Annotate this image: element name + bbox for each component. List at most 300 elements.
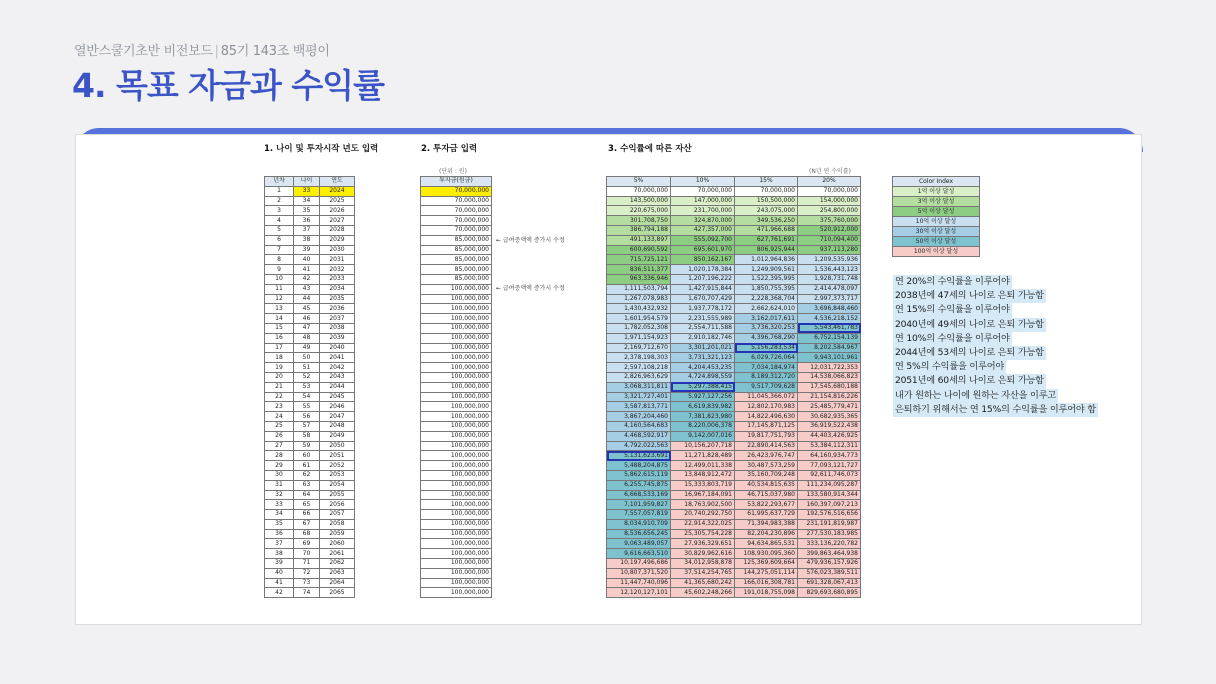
- asset-cell: 108,930,095,360: [735, 549, 798, 559]
- table-cell: 39: [265, 559, 294, 569]
- asset-cell: 2,414,478,097: [798, 284, 861, 294]
- table-row: [607, 314, 861, 324]
- asset-cell: 8,202,584,967: [798, 343, 861, 353]
- asset-cell: 715,725,121: [607, 255, 671, 265]
- asset-cell: 37,514,254,765: [671, 568, 735, 578]
- table-cell: 15: [265, 323, 294, 333]
- table-cell: 54: [294, 392, 320, 402]
- rate-header: 10%: [671, 177, 735, 187]
- table-cell: 58: [294, 431, 320, 441]
- table-cell: 2037: [320, 314, 355, 324]
- table-row: [607, 382, 861, 392]
- rate-header: 15%: [735, 177, 798, 187]
- asset-cell: 125,369,609,664: [735, 559, 798, 569]
- asset-cell: 277,530,183,985: [798, 529, 861, 539]
- table-cell: 24: [265, 412, 294, 422]
- asset-cell: 2,228,368,704: [735, 294, 798, 304]
- table-row: [421, 549, 492, 559]
- asset-cell: 1,928,731,748: [798, 274, 861, 284]
- table-row: [265, 529, 355, 539]
- table-cell: 5: [265, 225, 294, 235]
- asset-cell: 301,708,750: [607, 216, 671, 226]
- table-row: [607, 363, 861, 373]
- asset-cell: 220,675,000: [607, 206, 671, 216]
- table-cell: 2057: [320, 510, 355, 520]
- table-cell: 72: [294, 568, 320, 578]
- asset-cell: 8,536,656,245: [607, 529, 671, 539]
- asset-cell: 10,156,207,718: [671, 441, 735, 451]
- principal-cell: 100,000,000: [421, 431, 492, 441]
- asset-cell: 3,696,848,460: [798, 304, 861, 314]
- asset-cell: 12,802,170,983: [735, 402, 798, 412]
- table-row: [421, 412, 492, 422]
- table-row: [265, 284, 355, 294]
- asset-cell: 64,160,934,773: [798, 451, 861, 461]
- asset-cell: 254,800,000: [798, 206, 861, 216]
- table-row: [421, 568, 492, 578]
- table-row: [607, 470, 861, 480]
- table-row: [607, 196, 861, 206]
- asset-cell: 963,336,946: [607, 274, 671, 284]
- summary-line: 연 15%의 수익률을 이루어야: [893, 303, 1012, 317]
- table-cell: 40: [294, 255, 320, 265]
- table-cell: 44: [294, 294, 320, 304]
- table-row: [421, 274, 492, 284]
- asset-cell: 576,023,389,511: [798, 568, 861, 578]
- asset-cell: 25,485,779,471: [798, 402, 861, 412]
- subtitle-course: 열반스쿨기초반 비전보드: [74, 44, 213, 59]
- table-cell: 34: [294, 196, 320, 206]
- table-cell: 2041: [320, 353, 355, 363]
- principal-cell: 100,000,000: [421, 412, 492, 422]
- table-row: [265, 490, 355, 500]
- table-cell: 1: [265, 186, 294, 196]
- table-row: [265, 568, 355, 578]
- asset-cell: 154,000,000: [798, 196, 861, 206]
- asset-cell: 5,131,623,691: [607, 451, 671, 461]
- principal-cell: 100,000,000: [421, 333, 492, 343]
- subtitle-separator: |: [214, 44, 219, 59]
- table-cell: 2034: [320, 284, 355, 294]
- table-cell: 61: [294, 461, 320, 471]
- table-row: [265, 480, 355, 490]
- principal-cell: 100,000,000: [421, 490, 492, 500]
- table-row: [421, 529, 492, 539]
- asset-cell: 36,919,522,438: [798, 421, 861, 431]
- table-cell: 2042: [320, 363, 355, 373]
- table-row: [265, 578, 355, 588]
- table-cell: 4: [265, 216, 294, 226]
- asset-cell: 2,910,182,746: [671, 333, 735, 343]
- table-cell: 29: [265, 461, 294, 471]
- table-row: [265, 323, 355, 333]
- table-cell: 2024: [320, 186, 355, 196]
- summary-line: 연 20%의 수익률을 이루어야: [893, 275, 1012, 289]
- table-row: [607, 480, 861, 490]
- legend-item: 100억 이상 달성: [893, 247, 980, 257]
- table-row: [607, 235, 861, 245]
- asset-cell: 34,012,958,878: [671, 559, 735, 569]
- asset-cell: 4,160,564,683: [607, 421, 671, 431]
- principal-cell: 100,000,000: [421, 519, 492, 529]
- principal-cell: 70,000,000: [421, 186, 492, 196]
- principal-cell: 100,000,000: [421, 343, 492, 353]
- table-cell: 40: [265, 568, 294, 578]
- table-row: [421, 451, 492, 461]
- principal-cell: 85,000,000: [421, 245, 492, 255]
- table-cell: 2038: [320, 323, 355, 333]
- asset-cell: 61,995,637,729: [735, 510, 798, 520]
- table-row: [265, 588, 355, 598]
- summary-line: 연 5%의 수익률을 이루어야: [893, 360, 1006, 374]
- table-cell: 70: [294, 549, 320, 559]
- summary-line: 2038년에 47세의 나이로 은퇴 가능함: [893, 289, 1046, 303]
- asset-cell: 9,616,663,510: [607, 549, 671, 559]
- table-row: [421, 304, 492, 314]
- table-row: [421, 343, 492, 353]
- asset-cell: 22,914,322,025: [671, 519, 735, 529]
- asset-cell: 2,997,373,717: [798, 294, 861, 304]
- table-row: [421, 323, 492, 333]
- asset-cell: 192,576,516,656: [798, 510, 861, 520]
- asset-cell: 1,522,395,995: [735, 274, 798, 284]
- principal-cell: 100,000,000: [421, 304, 492, 314]
- principal-cell: 85,000,000: [421, 235, 492, 245]
- asset-cell: 160,397,097,213: [798, 500, 861, 510]
- asset-cell: 22,890,414,563: [735, 441, 798, 451]
- asset-cell: 10,197,496,686: [607, 559, 671, 569]
- asset-cell: 520,912,000: [798, 225, 861, 235]
- table-cell: 14: [265, 314, 294, 324]
- table-row: [607, 461, 861, 471]
- table-cell: 26: [265, 431, 294, 441]
- table-cell: 68: [294, 529, 320, 539]
- table-row: [607, 225, 861, 235]
- table-cell: 60: [294, 451, 320, 461]
- asset-cell: 850,162,167: [671, 255, 735, 265]
- asset-cell: 5,543,461,783: [798, 323, 861, 333]
- table-cell: 10: [265, 274, 294, 284]
- rate-header: 20%: [798, 177, 861, 187]
- summary-line: 내가 원하는 나이에 원하는 자산을 이루고: [893, 389, 1058, 403]
- table-cell: 2035: [320, 294, 355, 304]
- table-row: [421, 382, 492, 392]
- table-row: [421, 588, 492, 598]
- asset-cell: 5,488,204,875: [607, 461, 671, 471]
- table-row: [265, 392, 355, 402]
- table-cell: 73: [294, 578, 320, 588]
- asset-cell: 12,031,722,353: [798, 363, 861, 373]
- principal-cell: 100,000,000: [421, 372, 492, 382]
- table-row: [421, 206, 492, 216]
- principal-cell: 100,000,000: [421, 353, 492, 363]
- table-row: [265, 510, 355, 520]
- principal-cell: 100,000,000: [421, 323, 492, 333]
- legend-item: 3억 이상 달성: [893, 197, 980, 207]
- asset-cell: 231,191,819,987: [798, 519, 861, 529]
- legend-row: [893, 217, 980, 227]
- table-row: [607, 186, 861, 196]
- asset-cell: 1,971,154,923: [607, 333, 671, 343]
- asset-cell: 1,207,196,222: [671, 274, 735, 284]
- table-cell: 2045: [320, 392, 355, 402]
- table-cell: 2055: [320, 490, 355, 500]
- asset-cell: 191,018,755,098: [735, 588, 798, 598]
- asset-cell: 491,133,897: [607, 235, 671, 245]
- table-cell: 56: [294, 412, 320, 422]
- asset-cell: 150,500,000: [735, 196, 798, 206]
- table-cell: 3: [265, 206, 294, 216]
- principal-cell: 100,000,000: [421, 549, 492, 559]
- asset-cell: 40,534,815,635: [735, 480, 798, 490]
- table-cell: 57: [294, 421, 320, 431]
- table-cell: 41: [265, 578, 294, 588]
- asset-cell: 1,782,052,308: [607, 323, 671, 333]
- asset-cell: 471,966,688: [735, 225, 798, 235]
- table-row: [265, 265, 355, 275]
- table-row: [265, 333, 355, 343]
- color-index-title: Color Index: [893, 177, 980, 187]
- table-cell: 33: [294, 186, 320, 196]
- asset-cell: 231,700,000: [671, 206, 735, 216]
- table-row: [265, 225, 355, 235]
- principal-cell: 100,000,000: [421, 480, 492, 490]
- legend-row: [893, 187, 980, 197]
- summary-line: 2044년에 53세의 나이로 은퇴 가능함: [893, 346, 1046, 360]
- table-row: [265, 304, 355, 314]
- table-row: [265, 470, 355, 480]
- table-cell: 42: [294, 274, 320, 284]
- asset-cell: 3,736,320,253: [735, 323, 798, 333]
- asset-cell: 2,378,198,303: [607, 353, 671, 363]
- asset-cell: 1,427,915,844: [671, 284, 735, 294]
- asset-cell: 41,365,680,242: [671, 578, 735, 588]
- table-row: [421, 294, 492, 304]
- table-cell: 37: [265, 539, 294, 549]
- asset-cell: 1,249,909,561: [735, 265, 798, 275]
- table-row: [265, 196, 355, 206]
- table-cell: 2063: [320, 568, 355, 578]
- legend-item: 30억 이상 달성: [893, 227, 980, 237]
- principal-cell: 100,000,000: [421, 470, 492, 480]
- asset-cell: 479,936,157,926: [798, 559, 861, 569]
- asset-cell: 1,430,432,932: [607, 304, 671, 314]
- table-row: [421, 461, 492, 471]
- asset-cell: 70,000,000: [607, 186, 671, 196]
- asset-cell: 6,619,839,982: [671, 402, 735, 412]
- table-row: [265, 343, 355, 353]
- table-row: [265, 549, 355, 559]
- table-row: [265, 451, 355, 461]
- asset-cell: 9,142,007,016: [671, 431, 735, 441]
- table-cell: 32: [265, 490, 294, 500]
- asset-cell: 2,662,624,010: [735, 304, 798, 314]
- table-cell: 33: [265, 500, 294, 510]
- table-cell: 2059: [320, 529, 355, 539]
- table-row: [421, 480, 492, 490]
- asset-cell: 30,829,962,616: [671, 549, 735, 559]
- table-row: [265, 441, 355, 451]
- color-index-legend: [892, 176, 980, 257]
- table-row: [265, 372, 355, 382]
- asset-cell: 13,848,912,472: [671, 470, 735, 480]
- table-cell: 53: [294, 382, 320, 392]
- table-cell: 21: [265, 382, 294, 392]
- asset-cell: 14,538,066,823: [798, 372, 861, 382]
- table-cell: 42: [265, 588, 294, 598]
- table-row: [607, 333, 861, 343]
- asset-cell: 111,234,095,287: [798, 480, 861, 490]
- table-cell: 13: [265, 304, 294, 314]
- table-row: [607, 421, 861, 431]
- asset-cell: 166,016,308,781: [735, 578, 798, 588]
- asset-cell: 11,447,740,096: [607, 578, 671, 588]
- table-row: [265, 421, 355, 431]
- table-cell: 36: [294, 216, 320, 226]
- table-row: [421, 245, 492, 255]
- asset-cell: 70,000,000: [798, 186, 861, 196]
- table-row: [421, 470, 492, 480]
- table-row: [421, 519, 492, 529]
- table-row: [607, 392, 861, 402]
- asset-cell: 427,357,000: [671, 225, 735, 235]
- asset-cell: 9,063,489,057: [607, 539, 671, 549]
- asset-cell: 5,862,615,119: [607, 470, 671, 480]
- table-cell: 2062: [320, 559, 355, 569]
- section-principal-input: 2. 투자금 입력: [421, 144, 478, 154]
- section-age-input: 1. 나이 및 투자시작 년도 입력: [264, 144, 379, 154]
- summary-line: 2051년에 60세의 나이로 은퇴 가능함: [893, 374, 1046, 388]
- principal-cell: 100,000,000: [421, 421, 492, 431]
- table-row: [607, 451, 861, 461]
- table-cell: 25: [265, 421, 294, 431]
- asset-cell: 92,611,746,073: [798, 470, 861, 480]
- legend-row: [893, 237, 980, 247]
- asset-cell: 8,034,910,709: [607, 519, 671, 529]
- asset-cell: 1,267,078,983: [607, 294, 671, 304]
- table-row: [607, 559, 861, 569]
- summary-text: [893, 275, 1098, 417]
- age-table-header: 년차: [265, 177, 294, 187]
- table-row: [421, 255, 492, 265]
- asset-cell: 1,012,964,836: [735, 255, 798, 265]
- asset-cell: 627,761,691: [735, 235, 798, 245]
- table-cell: 2061: [320, 549, 355, 559]
- table-cell: 12: [265, 294, 294, 304]
- table-row: [607, 294, 861, 304]
- asset-cell: 243,075,000: [735, 206, 798, 216]
- asset-cell: 2,597,108,218: [607, 363, 671, 373]
- principal-cell: 85,000,000: [421, 274, 492, 284]
- table-cell: 38: [294, 235, 320, 245]
- table-row: [607, 372, 861, 382]
- table-row: [607, 588, 861, 598]
- table-cell: 2027: [320, 216, 355, 226]
- table-row: [607, 343, 861, 353]
- table-row: [421, 363, 492, 373]
- asset-cell: 937,113,280: [798, 245, 861, 255]
- principal-cell: 100,000,000: [421, 314, 492, 324]
- asset-cell: 12,120,127,101: [607, 588, 671, 598]
- asset-cell: 16,967,184,091: [671, 490, 735, 500]
- asset-cell: 94,634,865,531: [735, 539, 798, 549]
- table-cell: 30: [265, 470, 294, 480]
- asset-cell: 7,034,184,974: [735, 363, 798, 373]
- asset-cell: 806,925,944: [735, 245, 798, 255]
- asset-cell: 9,517,709,628: [735, 382, 798, 392]
- table-row: [265, 353, 355, 363]
- table-row: [607, 402, 861, 412]
- table-cell: 2065: [320, 588, 355, 598]
- table-cell: 2: [265, 196, 294, 206]
- principal-cell: 85,000,000: [421, 255, 492, 265]
- table-cell: 2064: [320, 578, 355, 588]
- asset-cell: 53,384,112,311: [798, 441, 861, 451]
- table-row: [607, 519, 861, 529]
- asset-cell: 30,682,935,365: [798, 412, 861, 422]
- principal-cell: 70,000,000: [421, 196, 492, 206]
- table-row: [607, 510, 861, 520]
- table-cell: 2052: [320, 461, 355, 471]
- asset-cell: 71,394,983,388: [735, 519, 798, 529]
- asset-cell: 4,396,768,290: [735, 333, 798, 343]
- asset-cell: 133,580,914,344: [798, 490, 861, 500]
- asset-cell: 6,668,533,169: [607, 490, 671, 500]
- assets-table: [606, 176, 861, 598]
- table-row: [265, 500, 355, 510]
- table-cell: 46: [294, 314, 320, 324]
- asset-cell: 1,601,954,579: [607, 314, 671, 324]
- age-table-header: 연도: [320, 177, 355, 187]
- table-row: [265, 539, 355, 549]
- asset-cell: 324,870,000: [671, 216, 735, 226]
- table-cell: 2031: [320, 255, 355, 265]
- table-cell: 16: [265, 333, 294, 343]
- table-row: [421, 333, 492, 343]
- page-subtitle: [74, 40, 330, 59]
- summary-line: 연 10%의 수익률을 이루어야: [893, 332, 1012, 346]
- principal-cell: 85,000,000: [421, 265, 492, 275]
- asset-cell: 386,794,188: [607, 225, 671, 235]
- table-row: [607, 265, 861, 275]
- table-cell: 2046: [320, 402, 355, 412]
- table-cell: 37: [294, 225, 320, 235]
- table-row: [421, 421, 492, 431]
- table-row: [607, 431, 861, 441]
- table-row: [607, 304, 861, 314]
- table-cell: 2058: [320, 519, 355, 529]
- asset-cell: 1,536,443,123: [798, 265, 861, 275]
- asset-cell: 11,271,828,489: [671, 451, 735, 461]
- table-row: [607, 216, 861, 226]
- legend-item: 10억 이상 달성: [893, 217, 980, 227]
- page-title: 4. 목표 자금과 수익률: [72, 66, 384, 105]
- table-row: [421, 284, 492, 294]
- asset-cell: 11,045,366,072: [735, 392, 798, 402]
- asset-cell: 144,275,051,114: [735, 568, 798, 578]
- table-cell: 45: [294, 304, 320, 314]
- principal-cell: 100,000,000: [421, 578, 492, 588]
- asset-cell: 15,333,803,719: [671, 480, 735, 490]
- table-cell: 35: [294, 206, 320, 216]
- asset-cell: 147,000,000: [671, 196, 735, 206]
- table-row: [265, 519, 355, 529]
- asset-cell: 17,545,680,188: [798, 382, 861, 392]
- table-row: [607, 441, 861, 451]
- asset-cell: 3,162,017,611: [735, 314, 798, 324]
- table-cell: 2032: [320, 265, 355, 275]
- asset-cell: 82,204,230,896: [735, 529, 798, 539]
